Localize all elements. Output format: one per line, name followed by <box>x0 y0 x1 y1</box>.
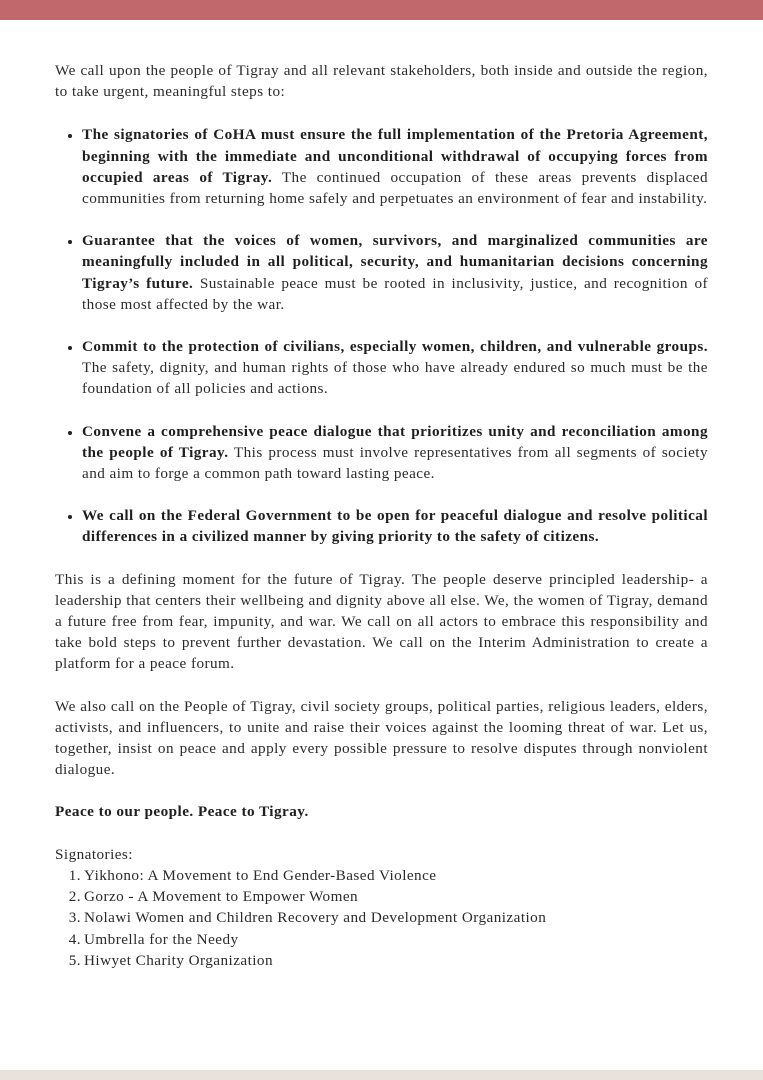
demand-bold: Guarantee that the voices of women, survivors, and marginalized communities are meaningfully included in all political, security, and humanitarian decisions concerning Tigray’s future. <box>82 232 708 292</box>
signatory-number: 1. <box>68 866 81 884</box>
demand-bold: We call on the Federal Government to be open for peaceful dialogue and resolve political differences in a civilized manner by giving priority to the safety of citizens. <box>82 507 708 546</box>
demand-item <box>55 421 708 485</box>
signatory-item <box>55 929 708 950</box>
signatory-item <box>55 950 708 971</box>
top-accent-bar <box>0 0 763 20</box>
signatory-number: 5. <box>68 951 81 969</box>
signatory-number: 2. <box>68 888 81 906</box>
signatories-heading: Signatories: <box>55 845 133 863</box>
signatory-number: 4. <box>68 930 81 948</box>
call-to-unite-paragraph: We also call on the People of Tigray, civil society groups, political parties, religious leaders, elders, activists, and influencers, to unite and raise their voices against the looming threat of war. Let us, together, insist on peace and apply every possible pressure to resolve disputes through nonviolent dialogue. <box>55 697 708 779</box>
demand-text: This process must involve representatives from all segments of society and aim to forge a common path toward lasting peace. <box>82 443 708 483</box>
demand-text: The continued occupation of these areas prevents displaced communities from returning home safely and perpetuates an environment of fear and instability. <box>82 168 708 208</box>
intro-paragraph: We call upon the people of Tigray and all relevant stakeholders, both inside and outside the region, to take urgent, meaningful steps to: <box>55 62 708 101</box>
demands-list <box>55 124 708 547</box>
signatory-name: Gorzo - A Movement to Empower Women <box>84 888 359 906</box>
signatory-name: Umbrella for the Needy <box>84 930 239 948</box>
closing-statement: Peace to our people. Peace to Tigray. <box>55 803 309 821</box>
signatories-list <box>55 865 708 971</box>
demand-item <box>55 230 708 315</box>
demand-item <box>55 336 708 400</box>
signatory-item <box>55 907 708 928</box>
document-body <box>55 60 708 971</box>
defining-moment-paragraph: This is a defining moment for the future of Tigray. The people deserve principled leadership- a leadership that centers their wellbeing and dignity above all else. We, the women of Tigray, demand a future free from fear, impunity, and war. We call on all actors to embrace this responsibility and take bold steps to prevent further devastation. We call on the Interim Administration to create a platform for a peace forum. <box>55 570 708 673</box>
demand-item <box>55 505 708 547</box>
signatory-number: 3. <box>68 909 81 927</box>
signatory-item <box>55 886 708 907</box>
demand-item <box>55 124 708 209</box>
signatory-name: Nolawi Women and Children Recovery and Development Organization <box>84 909 547 927</box>
bottom-accent-bar <box>0 1070 763 1080</box>
demand-text: Sustainable peace must be rooted in inclusivity, justice, and recognition of those most affected by the war. <box>82 274 708 313</box>
demand-bold: Commit to the protection of civilians, especially women, children, and vulnerable groups. <box>82 338 708 356</box>
demand-text: The safety, dignity, and human rights of those who have already endured so much must be the foundation of all policies and actions. <box>82 359 708 398</box>
signatory-item <box>55 865 708 886</box>
demand-bold: The signatories of CoHA must ensure the full implementation of the Pretoria Agreement, beginning with the immediate and unconditional withdrawal of occupying forces from occupied areas of Tigray. <box>82 126 708 186</box>
signatory-name: Yikhono: A Movement to End Gender-Based Violence <box>84 866 437 884</box>
demand-bold: Convene a comprehensive peace dialogue that prioritizes unity and reconciliation among the people of Tigray. <box>82 422 708 461</box>
signatory-name: Hiwyet Charity Organization <box>84 951 274 969</box>
